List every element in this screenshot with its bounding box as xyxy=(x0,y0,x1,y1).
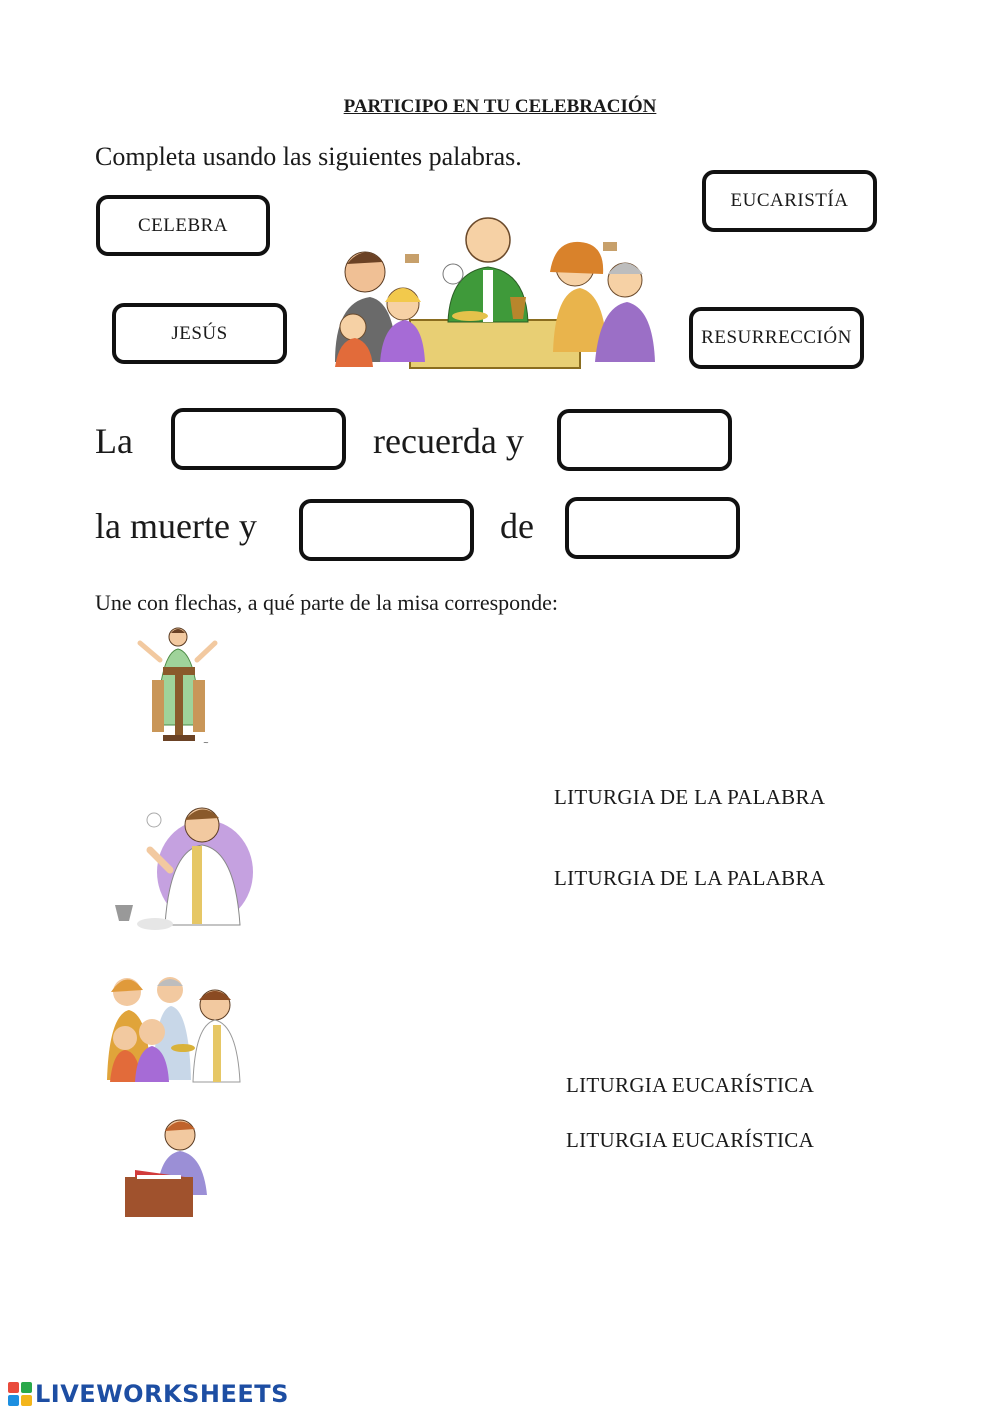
sentence-line1-start: La xyxy=(95,421,133,461)
footer-brand xyxy=(8,1380,289,1408)
sentence-line2-start: la muerte y xyxy=(95,506,257,546)
blank-3[interactable] xyxy=(299,499,474,561)
word-box-resurreccion[interactable]: RESURRECCIÓN xyxy=(689,307,864,369)
priest-altar-illustration[interactable] xyxy=(135,625,230,747)
liveworksheets-logo-icon xyxy=(8,1382,32,1406)
svg-text:~: ~ xyxy=(203,739,209,747)
match-option-3[interactable]: LITURGIA EUCARÍSTICA xyxy=(566,1073,815,1097)
word-box-eucaristia[interactable]: EUCARISTÍA xyxy=(702,170,877,232)
blank-4[interactable] xyxy=(565,497,740,559)
instruction-complete: Completa usando las siguientes palabras. xyxy=(95,142,522,171)
family-mass-illustration xyxy=(325,212,660,372)
match-option-1[interactable]: LITURGIA DE LA PALABRA xyxy=(554,785,826,809)
reader-lectern-illustration[interactable] xyxy=(125,1115,215,1217)
page-title: PARTICIPO EN TU CELEBRACIÓN xyxy=(343,96,657,117)
priest-host-illustration[interactable] xyxy=(110,800,255,935)
word-box-celebra[interactable]: CELEBRA xyxy=(96,195,270,256)
instruction-match: Une con flechas, a qué parte de la misa corresponde: xyxy=(95,590,559,615)
match-option-2[interactable]: LITURGIA DE LA PALABRA xyxy=(554,866,826,890)
communion-illustration[interactable] xyxy=(105,970,245,1085)
word-box-jesus[interactable]: JESÚS xyxy=(112,303,287,364)
blank-2[interactable] xyxy=(557,409,732,471)
blank-1[interactable] xyxy=(171,408,346,470)
brand-name: LIVEWORKSHEETS xyxy=(35,1380,289,1408)
sentence-line2-middle: de xyxy=(500,506,534,546)
match-option-4[interactable]: LITURGIA EUCARÍSTICA xyxy=(566,1128,815,1152)
sentence-line1-middle: recuerda y xyxy=(373,421,524,461)
